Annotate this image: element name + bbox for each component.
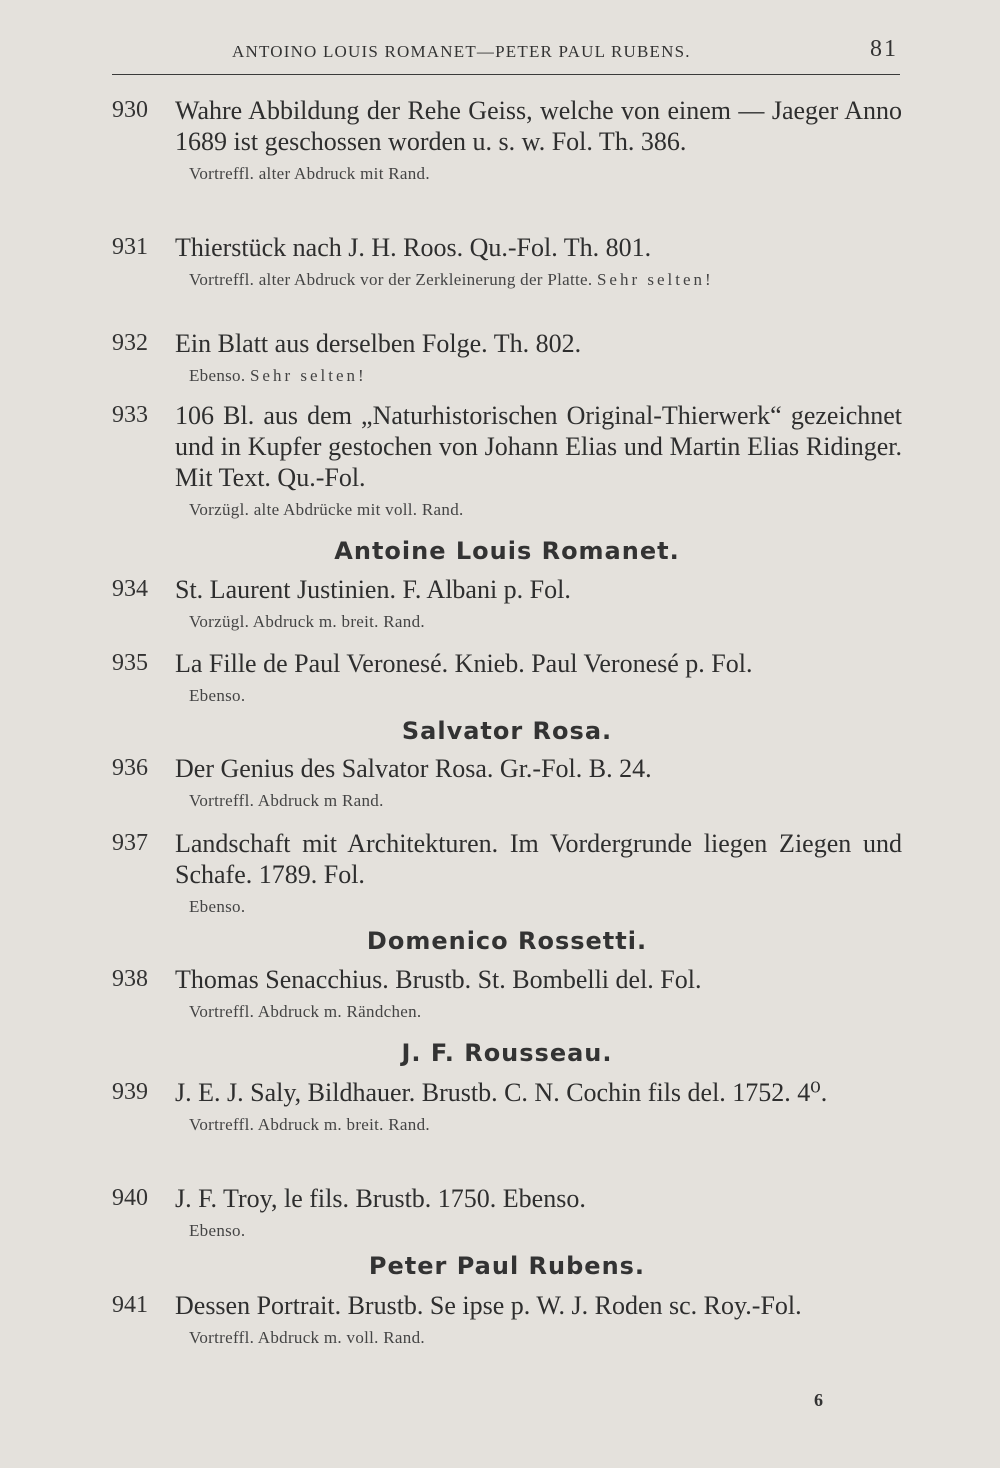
catalog-entry-933: [112, 400, 902, 521]
entry-number: 937: [112, 830, 148, 856]
entry-number: 939: [112, 1079, 148, 1105]
catalog-entry-941: [112, 1290, 902, 1349]
entry-note: Vortreffl. Abdruck m Rand.: [189, 791, 384, 810]
catalog-entry-940: [112, 1183, 902, 1242]
entry-text: Landschaft mit Architekturen. Im Vordergrunde liegen Ziegen und Schafe. 1789. Fol.: [175, 829, 902, 889]
entry-note: Ebenso.: [189, 1221, 246, 1240]
artist-heading: Peter Paul Rubens.: [368, 1252, 646, 1280]
entry-text: J. E. J. Saly, Bildhauer. Brustb. C. N. Cochin fils del. 1752. 4⁰.: [175, 1078, 828, 1107]
entry-text: J. F. Troy, le fils. Brustb. 1750. Ebenso.: [175, 1184, 586, 1213]
entry-number: 936: [112, 755, 148, 781]
entry-note-rarity: Sehr selten!: [596, 270, 714, 289]
entry-text: La Fille de Paul Veronesé. Knieb. Paul Veronesé p. Fol.: [175, 649, 753, 678]
catalog-entry-939: [112, 1077, 902, 1136]
entry-number: 930: [112, 97, 148, 123]
entry-note: Vortreffl. alter Abdruck mit Rand.: [189, 164, 430, 183]
entry-number: 940: [112, 1185, 148, 1211]
artist-heading: Antoine Louis Romanet.: [334, 537, 680, 565]
entry-note-text: Vortreffl. alter Abdruck vor der Zerkleinerung der Platte.: [189, 270, 593, 289]
entry-note: Ebenso.: [189, 686, 246, 705]
catalog-entry-930: [112, 95, 902, 185]
entry-text: 106 Bl. aus dem „Naturhistorischen Original-Thierwerk“ gezeichnet und in Kupfer gestochen von Johann Elias und Martin Elias Ridinger. Mit Text. Qu.-Fol.: [175, 401, 902, 492]
entry-note: Vorzügl. alte Abdrücke mit voll. Rand.: [189, 500, 464, 519]
entry-text: Der Genius des Salvator Rosa. Gr.-Fol. B. 24.: [175, 754, 652, 783]
catalog-entry-932: [112, 328, 902, 387]
catalog-entry-937: [112, 828, 902, 918]
entry-text: Ein Blatt aus derselben Folge. Th. 802.: [175, 329, 582, 358]
entry-note-text: Ebenso.: [189, 366, 246, 385]
entry-note: Vortreffl. Abdruck m. Rändchen.: [189, 1002, 422, 1021]
entry-number: 934: [112, 576, 148, 602]
entry-number: 938: [112, 966, 148, 992]
entry-note: Vortreffl. Abdruck m. voll. Rand.: [189, 1328, 425, 1347]
artist-heading: J. F. Rousseau.: [401, 1039, 613, 1067]
page-header: [112, 30, 900, 75]
catalog-entry-936: [112, 753, 902, 812]
entry-note: [189, 365, 902, 387]
entry-text: Wahre Abbildung der Rehe Geiss, welche von einem — Jaeger Anno 1689 ist geschossen worden u. s. w. Fol. Th. 386.: [175, 96, 902, 156]
entry-note: [189, 269, 902, 291]
entry-number: 931: [112, 234, 148, 260]
entry-text: Thomas Senacchius. Brustb. St. Bombelli del. Fol.: [175, 965, 702, 994]
entry-note-rarity: Sehr selten!: [249, 366, 367, 385]
artist-heading: Domenico Rossetti.: [366, 927, 648, 955]
entry-number: 935: [112, 650, 148, 676]
entry-note: Vorzügl. Abdruck m. breit. Rand.: [189, 612, 425, 631]
catalog-entry-934: [112, 574, 902, 633]
catalog-entry-938: [112, 964, 902, 1023]
entry-number: 941: [112, 1292, 148, 1318]
running-title: ANTOINO LOUIS ROMANET—PETER PAUL RUBENS.: [232, 42, 691, 61]
entry-number: 932: [112, 330, 148, 356]
entry-text: Dessen Portrait. Brustb. Se ipse p. W. J. Roden sc. Roy.-Fol.: [175, 1291, 802, 1320]
entry-text: St. Laurent Justinien. F. Albani p. Fol.: [175, 575, 571, 604]
entry-note: Ebenso.: [189, 897, 246, 916]
catalog-entry-931: [112, 232, 902, 291]
entry-number: 933: [112, 402, 148, 428]
signature-mark: 6: [814, 1390, 823, 1410]
entry-note: Vortreffl. Abdruck m. breit. Rand.: [189, 1115, 430, 1134]
catalog-entry-935: [112, 648, 902, 707]
page-number: 81: [870, 36, 898, 62]
entry-text: Thierstück nach J. H. Roos. Qu.-Fol. Th. 801.: [175, 233, 652, 262]
artist-heading: Salvator Rosa.: [401, 717, 613, 745]
